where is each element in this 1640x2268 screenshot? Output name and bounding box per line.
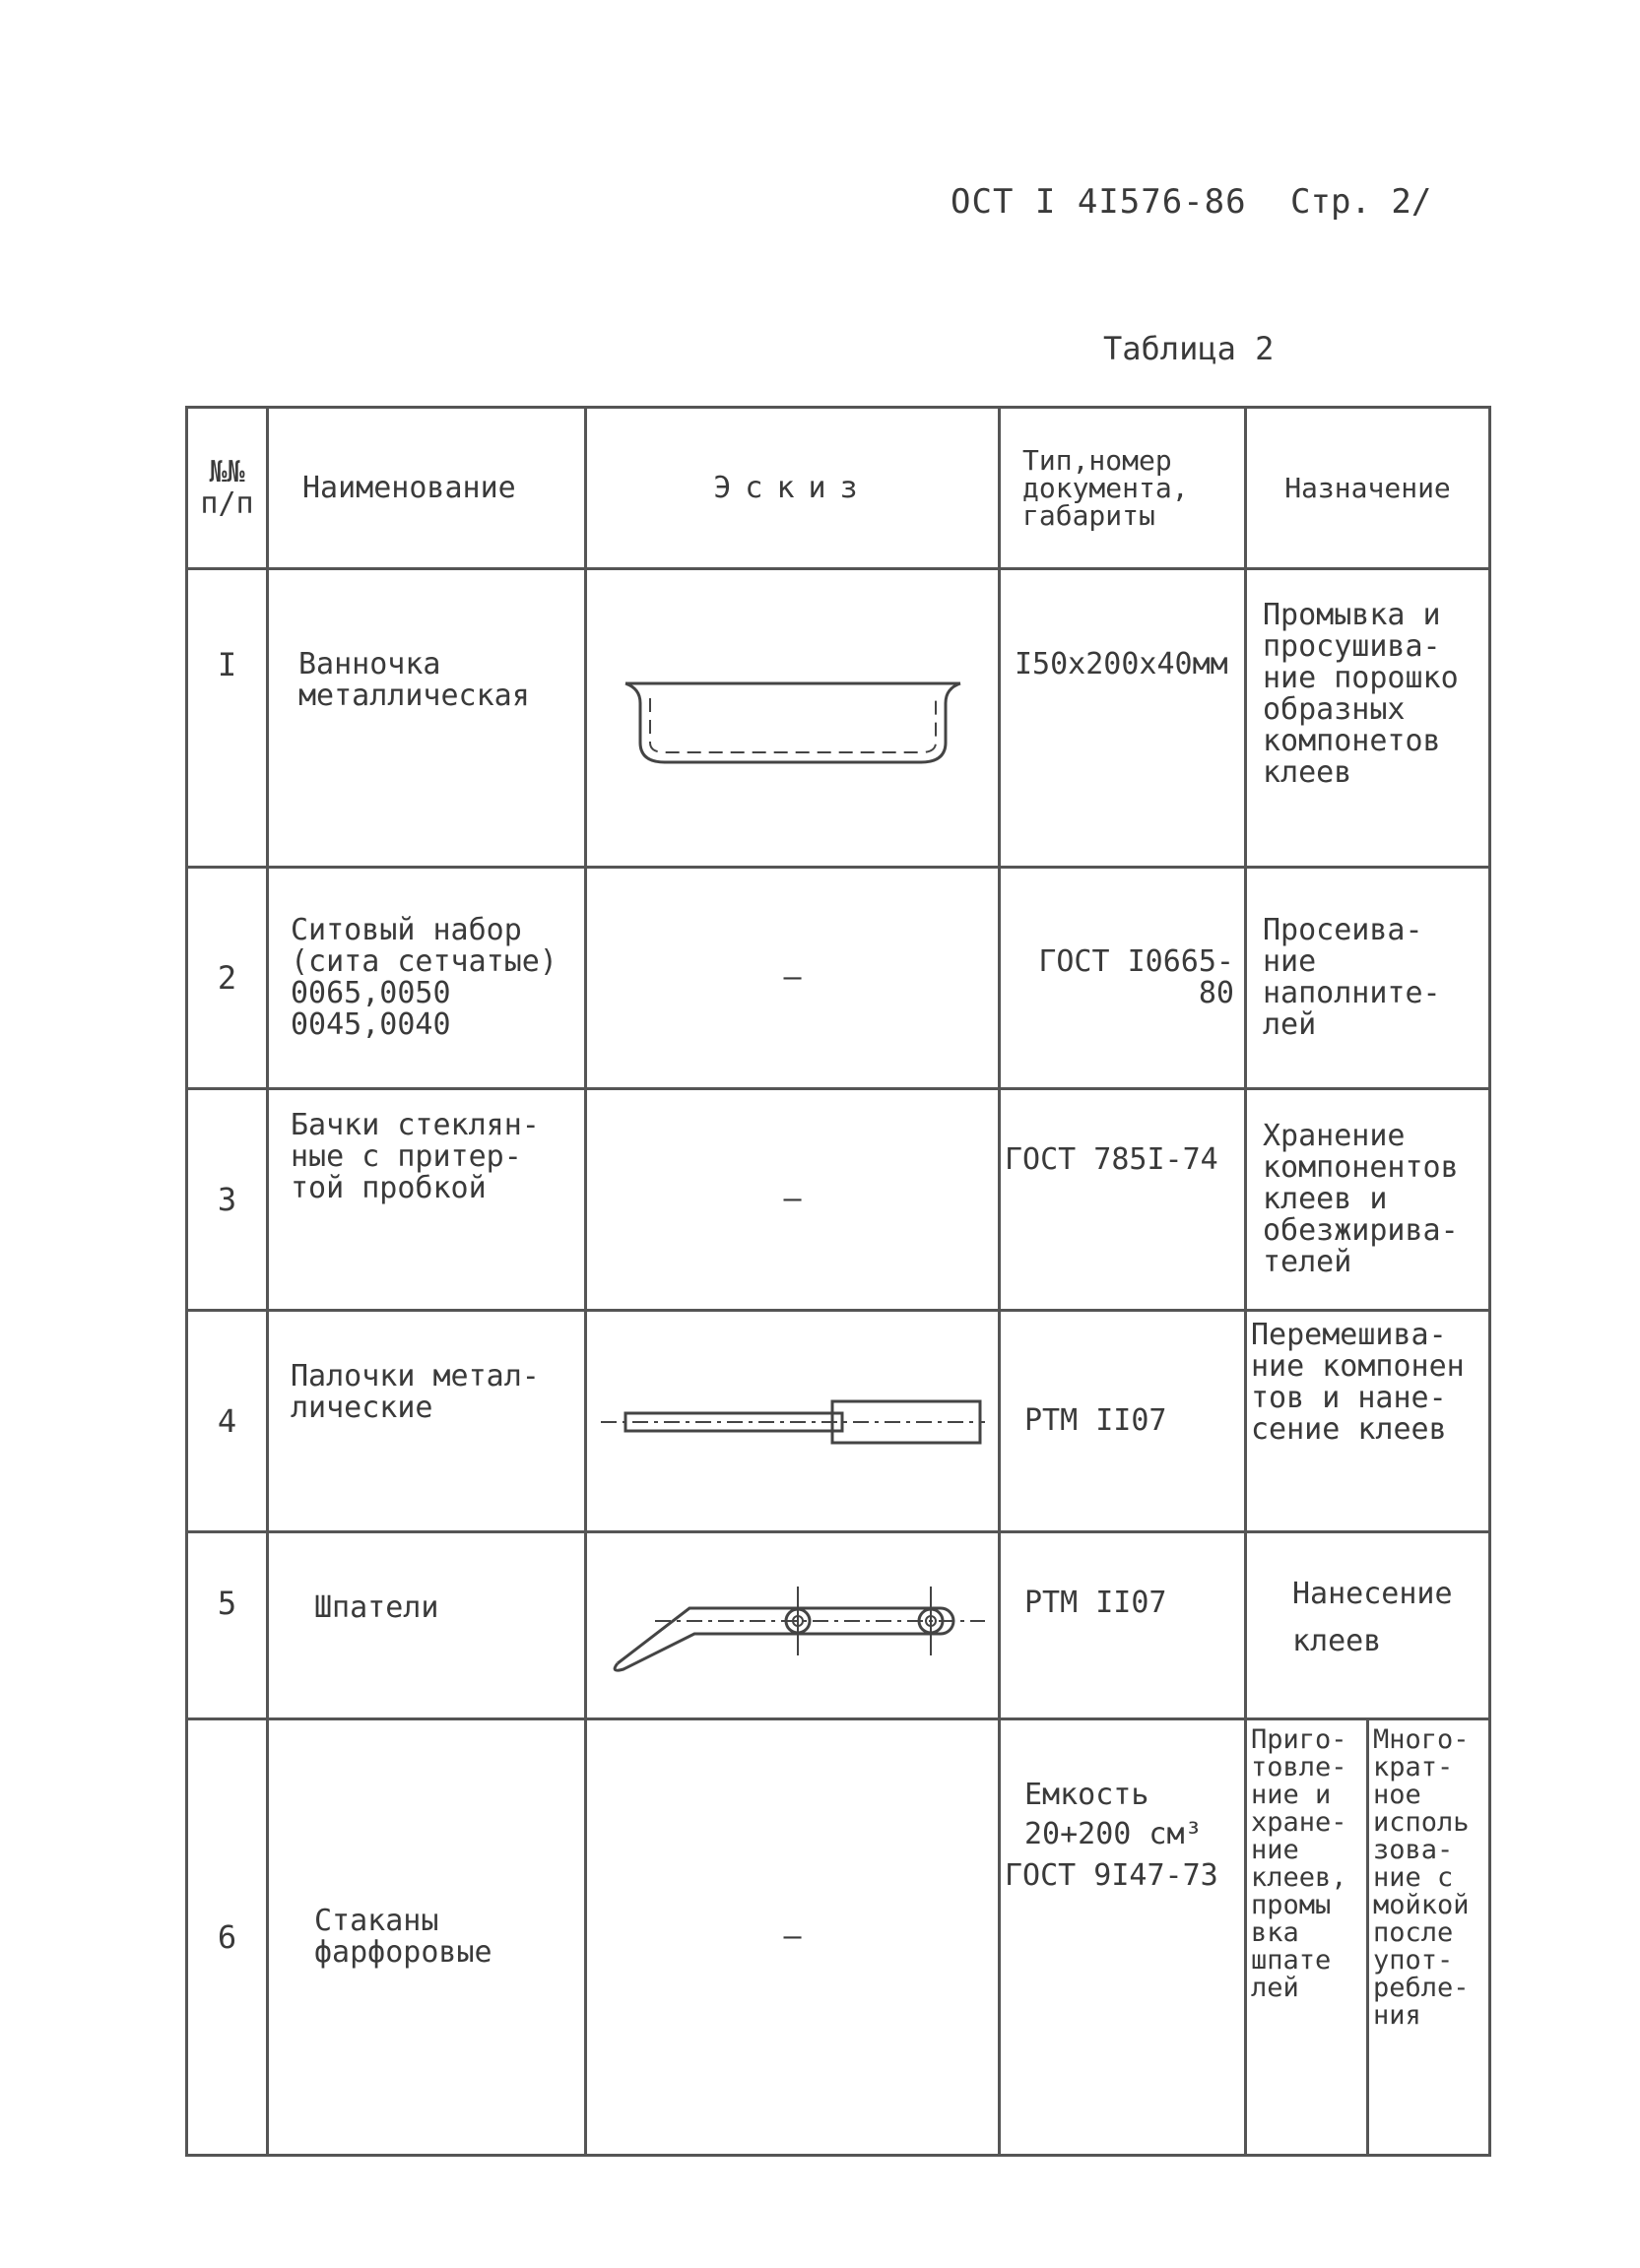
- row-num: I: [187, 569, 268, 868]
- row-purpose-text: Хранение компонентов клеев и обезжирива- телей: [1263, 1119, 1459, 1279]
- page-number: Стр. 2/: [1290, 182, 1432, 222]
- sketch-dash: [586, 1089, 1000, 1311]
- sketch-dash: [586, 1719, 1000, 2156]
- capacity-label: Емкость: [1024, 1778, 1149, 1812]
- table-row: [187, 1719, 1490, 2156]
- row-name-text: Ситовый набор (сита сетчатые) 0065,0050 0045,0040: [291, 913, 558, 1042]
- dash-text: —: [783, 1182, 802, 1216]
- row-purpose: [1246, 1089, 1490, 1311]
- row-purpose: [1246, 569, 1490, 868]
- table-caption: Таблица 2: [1103, 330, 1275, 367]
- row-name-text: Шпатели: [314, 1590, 439, 1625]
- row-type-text: I50x200x40мм: [1015, 647, 1228, 681]
- row-name: [268, 868, 586, 1089]
- row-type: [1000, 1532, 1246, 1719]
- table-header-row: [187, 408, 1490, 569]
- header-purpose: Назначение: [1246, 408, 1490, 569]
- row-purpose-text: Просеива- ние наполните- лей: [1263, 913, 1441, 1042]
- row-type-text: ГОСТ 785I-74: [1005, 1142, 1218, 1177]
- equipment-table: [185, 406, 1491, 2157]
- capacity-standard: ГОСТ 9I47-73: [1005, 1858, 1218, 1893]
- row-num: 4: [187, 1311, 268, 1532]
- document-code: ОСТ I 4I576-86: [951, 182, 1247, 222]
- row-purpose: [1246, 868, 1490, 1089]
- row-purpose: [1246, 1719, 1490, 2156]
- row-num: 3: [187, 1089, 268, 1311]
- row-purpose-text: Перемешива- ние компонен тов и нане- сение клеев: [1251, 1318, 1465, 1447]
- purpose-left: Приго- товле- ние и хране- ние клеев, промы вка шпате лей: [1247, 1720, 1369, 2154]
- tray-drawing: [596, 659, 990, 777]
- header-num: №№ п/п: [187, 408, 268, 569]
- table-row: [187, 868, 1490, 1089]
- spatula-sketch: [586, 1532, 1000, 1719]
- sketch-dash: [586, 868, 1000, 1089]
- table-row: [187, 1089, 1490, 1311]
- row-purpose-text: Промывка и просушива- ние порошко образных компонетов клеев: [1263, 598, 1459, 790]
- row-type: [1000, 1719, 1246, 2156]
- row-name: [268, 1532, 586, 1719]
- table-row: [187, 1532, 1490, 1719]
- table-row: [187, 569, 1490, 868]
- purpose-split: [1247, 1720, 1488, 2154]
- header-type: Тип,номер документа, габариты: [1000, 408, 1246, 569]
- row-name-text: Ванночка металлическая: [298, 647, 530, 713]
- table-row: [187, 1311, 1490, 1532]
- header-name: Наименование: [268, 408, 586, 569]
- row-name: [268, 1719, 586, 2156]
- dash-text: —: [783, 1919, 802, 1954]
- capacity-value: 20+200 см³: [1024, 1817, 1203, 1851]
- row-purpose: [1246, 1311, 1490, 1532]
- row-name-text: Стаканы фарфоровые: [314, 1904, 492, 1970]
- row-name-text: Бачки стеклян- ные с притер- той пробкой: [291, 1108, 540, 1205]
- row-num: 5: [187, 1532, 268, 1719]
- row-name: [268, 569, 586, 868]
- spatula-drawing: [596, 1567, 990, 1685]
- row-type-text: РТМ II07: [1024, 1403, 1167, 1438]
- rod-sketch: [586, 1311, 1000, 1532]
- row-type: [1000, 868, 1246, 1089]
- dash-text: —: [783, 960, 802, 995]
- tray-sketch: [586, 569, 1000, 868]
- header-sketch: Эскиз: [586, 408, 1000, 569]
- row-type-text: ГОСТ I0665- 80: [1038, 944, 1234, 1010]
- row-purpose: [1246, 1532, 1490, 1719]
- row-type: [1000, 569, 1246, 868]
- purpose-right: Много- крат- ное исполь зова- ние с мойкой после упот- ребле- ния: [1373, 1724, 1470, 2031]
- row-num: 6: [187, 1719, 268, 2156]
- row-num: 2: [187, 868, 268, 1089]
- rod-drawing: [596, 1382, 990, 1460]
- row-name-text: Палочки метал- лические: [291, 1359, 540, 1425]
- row-name: [268, 1311, 586, 1532]
- row-type: [1000, 1089, 1246, 1311]
- row-purpose-text: Нанесение клеев: [1292, 1577, 1453, 1658]
- row-type: [1000, 1311, 1246, 1532]
- row-name: [268, 1089, 586, 1311]
- row-type-text: РТМ II07: [1024, 1586, 1167, 1620]
